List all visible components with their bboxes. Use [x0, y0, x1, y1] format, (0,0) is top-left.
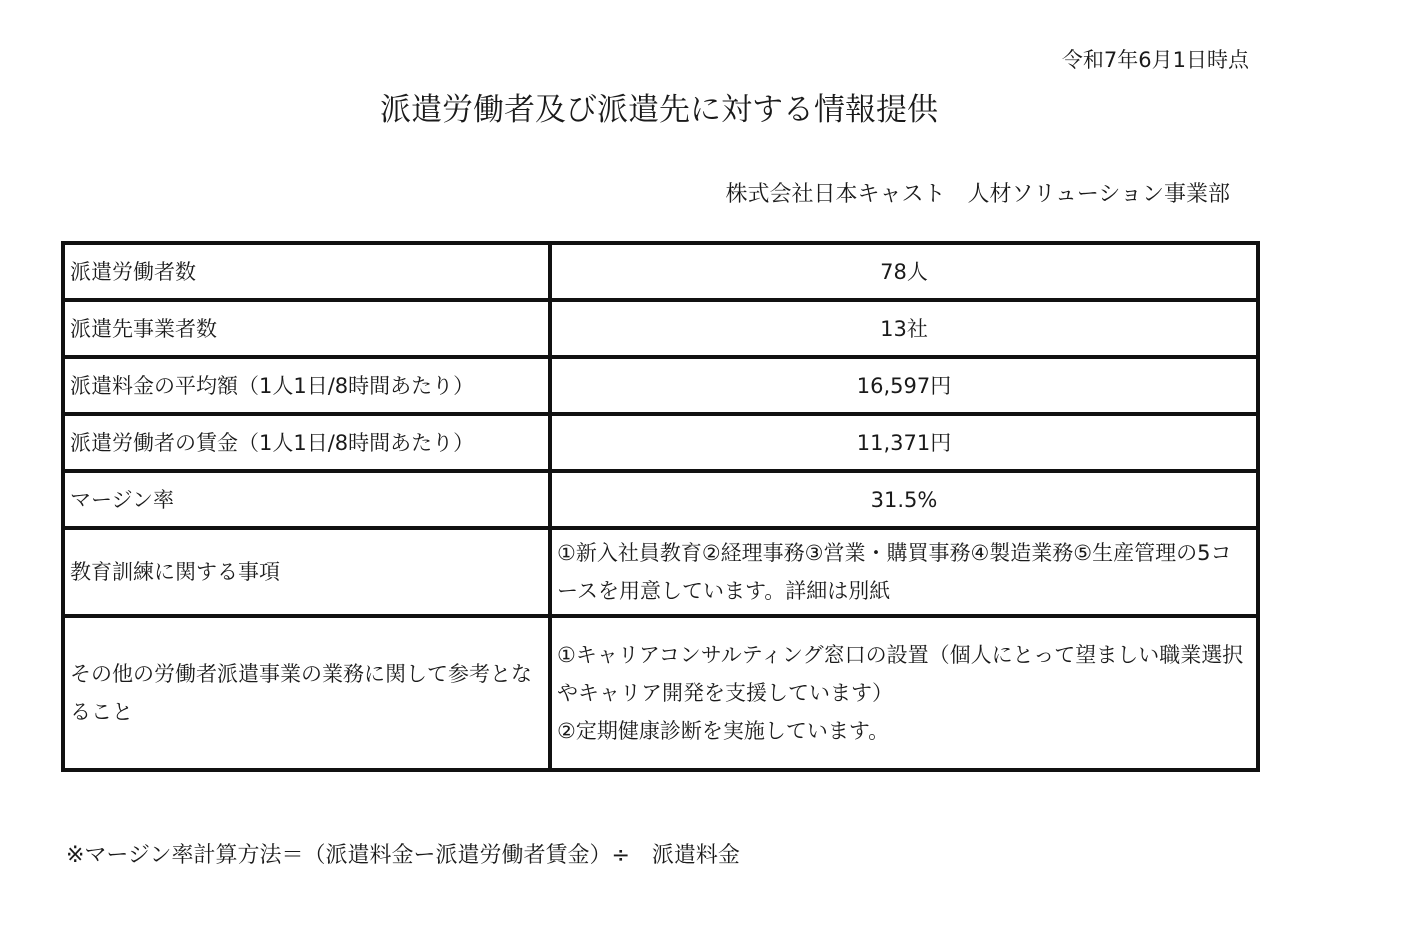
table-row-other-info	[63, 616, 1258, 770]
as-of-date: 令和7年6月1日時点	[1061, 48, 1249, 72]
table-row-training	[63, 528, 1258, 616]
info-table	[61, 241, 1260, 772]
row-value: 16,597円	[550, 357, 1258, 414]
page-title: 派遣労働者及び派遣先に対する情報提供	[380, 92, 938, 128]
row-value: 31.5%	[550, 471, 1258, 528]
table-row-client-count	[63, 300, 1258, 357]
table-row-wage	[63, 414, 1258, 471]
row-value: 11,371円	[550, 414, 1258, 471]
row-value: ①キャリアコンサルティング窓口の設置（個人にとって望ましい職業選択やキャリア開発を支援しています） ②定期健康診断を実施しています。	[550, 616, 1258, 770]
row-label: マージン率	[63, 471, 550, 528]
row-label: 教育訓練に関する事項	[63, 528, 550, 616]
row-label: 派遣先事業者数	[63, 300, 550, 357]
row-value: 13社	[550, 300, 1258, 357]
row-value: 78人	[550, 243, 1258, 300]
table-row-average-fee	[63, 357, 1258, 414]
company-name: 株式会社日本キャスト 人材ソリューション事業部	[725, 182, 1230, 207]
row-label: 派遣労働者の賃金（1人1日/8時間あたり）	[63, 414, 550, 471]
row-value: ①新入社員教育②経理事務③営業・購買事務④製造業務⑤生産管理の5コースを用意しています。詳細は別紙	[550, 528, 1258, 616]
table-row-margin-rate	[63, 471, 1258, 528]
row-label: 派遣労働者数	[63, 243, 550, 300]
margin-rate-footnote: ※マージン率計算方法＝（派遣料金ー派遣労働者賃金）÷ 派遣料金	[66, 843, 740, 868]
table-row-worker-count	[63, 243, 1258, 300]
row-label: その他の労働者派遣事業の業務に関して参考となること	[63, 616, 550, 770]
row-label: 派遣料金の平均額（1人1日/8時間あたり）	[63, 357, 550, 414]
